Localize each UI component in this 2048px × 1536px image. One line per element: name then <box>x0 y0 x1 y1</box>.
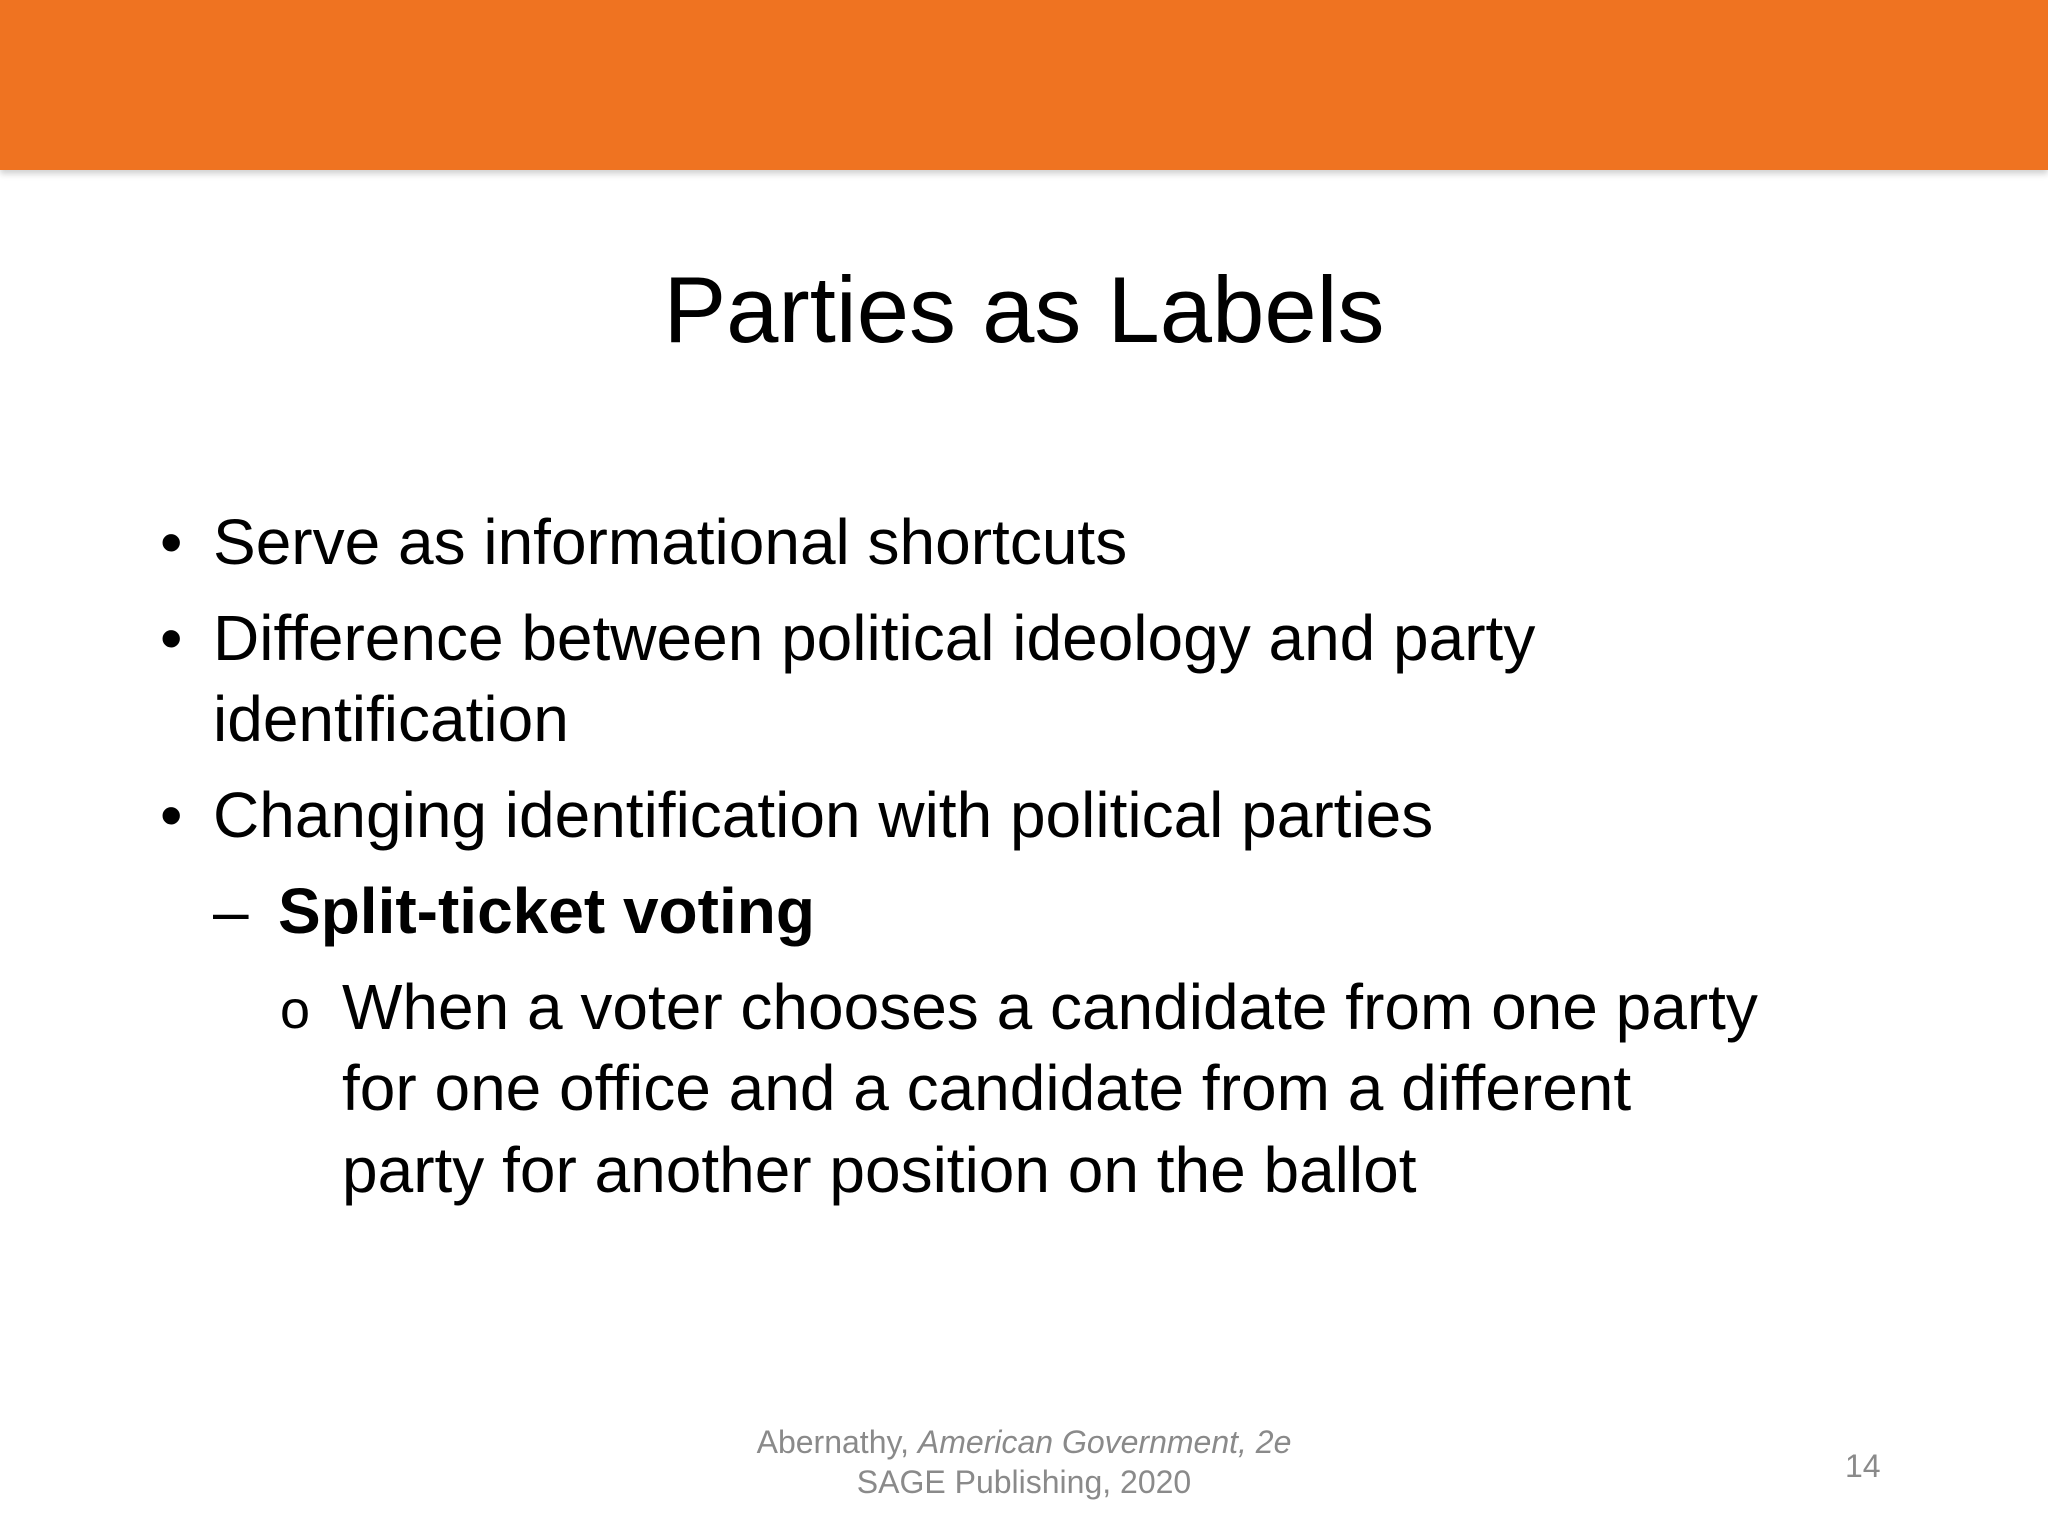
page-number: 14 <box>1845 1448 1881 1484</box>
bullet-marker: • <box>160 602 183 674</box>
slide-title: Parties as Labels <box>663 257 1385 362</box>
bullet-3-text: Changing identification with political parties <box>213 779 1434 851</box>
footer-publisher: SAGE Publishing, 2020 <box>856 1464 1192 1500</box>
sub-sub-bullet-circle: o <box>280 980 311 1040</box>
footer-citation <box>0 1422 2048 1502</box>
sub-sub-bullet-line-3: party for another position on the ballot <box>342 1134 1417 1206</box>
sub-sub-bullet-line-2: for one office and a candidate from a different <box>342 1052 1632 1124</box>
sub-bullet-dash: – <box>213 875 249 947</box>
footer-author: Abernathy, <box>756 1424 918 1460</box>
bullet-marker: • <box>160 779 183 851</box>
sub-sub-bullet-line-1: When a voter chooses a candidate from one party <box>342 971 1758 1043</box>
bullet-1-text: Serve as informational shortcuts <box>213 506 1128 578</box>
footer-book-title: American Government, 2e <box>917 1424 1292 1460</box>
bullet-2-text-line-2: identification <box>213 683 569 755</box>
bullet-marker: • <box>160 506 183 578</box>
bullet-2-text-line-1: Difference between political ideology and party <box>213 602 1536 674</box>
sub-bullet-text: Split-ticket voting <box>278 875 815 947</box>
footer-citation-line-1 <box>0 1422 2048 1462</box>
